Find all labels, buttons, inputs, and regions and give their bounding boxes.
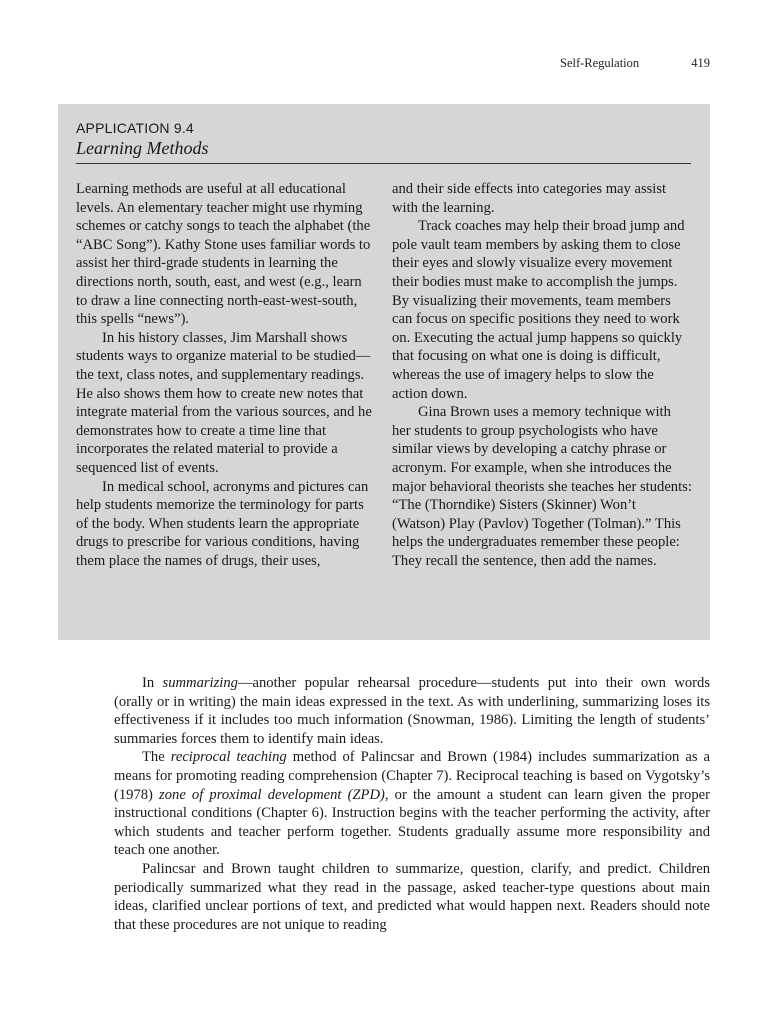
text-run: In — [142, 675, 163, 691]
body-paragraph: Palincsar and Brown taught children to summarize, question, clarify, and predict. Children periodically summarized what they read in the passage, asked teacher-type questions about main ideas, clarified unclear portions of text, and predicted what would happen next. Readers should note that these procedures are not unique to reading — [114, 860, 710, 933]
running-head — [560, 56, 710, 71]
body-text — [114, 674, 710, 934]
text-run: method of Palincsar and Brown (1984) includes summarization as a means for promoting reading comprehension (Chapter 7). Reciprocal teaching is based on Vygotsky’s (1978) — [114, 749, 710, 803]
text-run: The — [142, 749, 171, 766]
application-paragraph: In medical school, acronyms and pictures can help students memorize the terminology for parts of the body. When students learn the appropriate drugs to prescribe for various conditions, having them place the names of drugs, their uses, — [76, 478, 369, 569]
application-label: APPLICATION 9.4 — [76, 120, 194, 136]
page-number: 419 — [691, 56, 710, 70]
application-paragraph: Gina Brown uses a memory technique with her students to group psychologists who have similar views by developing a catchy phrase or acronym. For example, when she introduces the major behavioral theorists she teaches her students: “The (Thorndike) Sisters (Skinner) Won’t (Watson) Play (Pavlov) Together (Tolman).” This helps the undergraduates remember these people: They recall the sentence, then add the names. — [392, 404, 692, 569]
application-title: Learning Methods — [76, 138, 209, 158]
text-run: —another popular rehearsal procedure—students put into their own words (orally or in writing) the main ideas expressed in the text. As with underlining, summarizing loses its effectiveness if it includes too much information (Snowman, 1986). Limiting the length of students’ summaries forces them to identify main ideas. — [114, 675, 710, 747]
application-paragraph: In his history classes, Jim Marshall shows students ways to organize material to be studied—the text, class notes, and supplementary readings. He also shows them how to create new notes that integrate material from the various sources, and he demonstrates how to create a time line that incorporates the related material to provide a sequenced list of events. — [76, 329, 372, 476]
application-box — [58, 104, 710, 640]
key-term: zone of proximal development (ZPD) — [159, 786, 385, 803]
running-head-section: Self-Regulation — [560, 56, 640, 70]
text-run: , or the amount a student can learn given the proper instructional conditions (Chapter 6). Instruction begins with the teacher performing the activity, after which students and teacher perform together. Students gradually assume more responsibility and teach one another. — [114, 786, 710, 859]
application-paragraph: Track coaches may help their broad jump and pole vault team members by asking them to close their eyes and slowly visualize every movement their bodies must make to accomplish the jumps. By visualizing their movements, team members can focus on specific positions they need to work on. Executing the actual jump happens so quickly that focusing on what one is doing is difficult, whereas the use of imagery helps to slow the action down. — [392, 218, 685, 402]
title-rule — [76, 163, 691, 164]
application-left-column — [76, 180, 376, 570]
body-paragraph — [114, 748, 710, 860]
key-term: summarizing — [162, 675, 238, 691]
application-right-column — [392, 180, 692, 570]
body-paragraph — [114, 674, 710, 748]
application-paragraph: Learning methods are useful at all educational levels. An elementary teacher might use rhyming schemes or catchy songs to teach the alphabet (the “ABC Song”). Kathy Stone uses familiar words to assist her third-grade students in learning the directions north, south, east, and west (e.g., learn to draw a line connecting north-east-west-south, this spells “news”). — [76, 181, 371, 328]
key-term: reciprocal teaching — [170, 749, 287, 766]
application-paragraph: and their side effects into categories may assist with the learning. — [392, 181, 667, 216]
